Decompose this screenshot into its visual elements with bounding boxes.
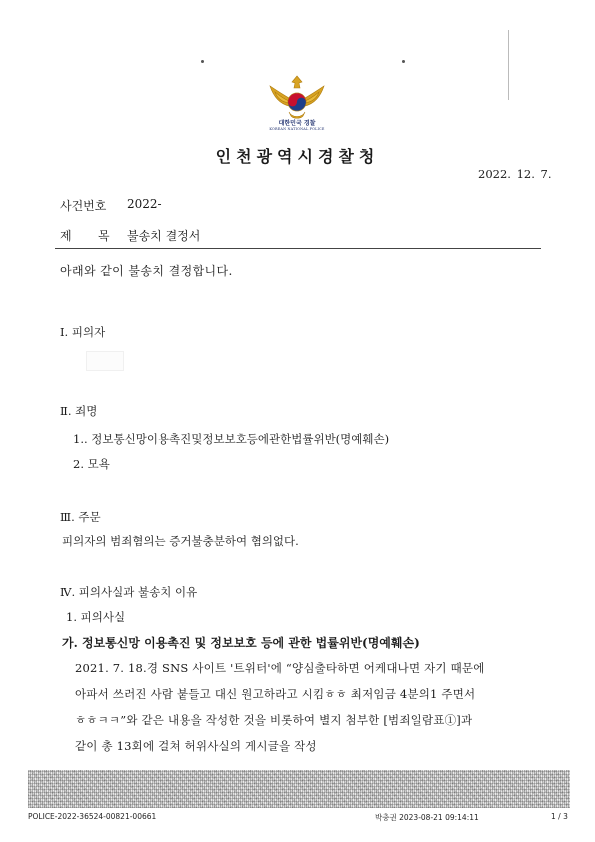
redacted-suspect-name xyxy=(86,351,124,371)
facts-paragraph-line: 같이 총 13회에 걸쳐 허위사실의 게시글을 작성 xyxy=(75,739,317,753)
scan-speck xyxy=(201,60,204,63)
footer-viewer-info: 박충권 2023-08-21 09:14:11 xyxy=(375,813,479,822)
subject-value: 불송치 결정서 xyxy=(127,229,201,243)
footer-document-id: POLICE-2022-36524-00821-00661 xyxy=(28,812,157,821)
case-number-value: 2022- xyxy=(127,197,162,211)
scan-speck xyxy=(402,60,405,63)
logo-korean-text: 대한민국 경찰 xyxy=(278,120,316,127)
section-facts-heading: Ⅳ. 피의사실과 불송치 이유 xyxy=(60,585,198,599)
header-divider xyxy=(55,248,541,249)
logo-english-text: KOREAN NATIONAL POLICE xyxy=(269,127,325,131)
facts-paragraph-line: ㅎㅎㅋㅋ”와 같은 내용을 작성한 것을 비롯하여 별지 첨부한 [범죄일람표①]과 xyxy=(75,713,473,727)
facts-item-heading: 가. 정보통신망 이용촉진 및 정보보호 등에 관한 법률위반(명예훼손) xyxy=(62,636,420,650)
subject-label-part2: 목 xyxy=(98,229,110,243)
charge-item: 1.. 정보통신망이용촉진및정보보호등에관한법률위반(명예훼손) xyxy=(73,432,390,446)
facts-paragraph-line: 아파서 쓰러진 사람 붙들고 대신 원고하라고 시킴ㅎㅎ 최저임금 4분의1 주면서 xyxy=(75,687,476,701)
document-date: 2022. 12. 7. xyxy=(478,167,552,181)
facts-paragraph-line: 2021. 7. 18.경 SNS 사이트 '트위터'에 “양심출타하면 어케대나면 자기 때문에 xyxy=(75,661,485,675)
section-disposition-heading: Ⅲ. 주문 xyxy=(60,510,101,524)
section-charges-heading: Ⅱ. 죄명 xyxy=(60,404,98,418)
subject-label-part1: 제 xyxy=(60,229,72,243)
case-number-label: 사건번호 xyxy=(60,199,107,213)
intro-statement: 아래와 같이 불송치 결정합니다. xyxy=(60,264,233,278)
disposition-text: 피의자의 범죄혐의는 증거불충분하여 혐의없다. xyxy=(62,534,299,548)
scan-edge-line xyxy=(508,30,509,100)
security-noise-band xyxy=(28,770,570,808)
charge-item: 2. 모욕 xyxy=(73,457,110,471)
facts-subheading: 1. 피의사실 xyxy=(66,610,126,624)
section-suspect-heading: Ⅰ. 피의자 xyxy=(60,325,106,339)
agency-title: 인천광역시경찰청 xyxy=(215,147,380,166)
footer-page-number: 1 / 3 xyxy=(551,812,568,821)
